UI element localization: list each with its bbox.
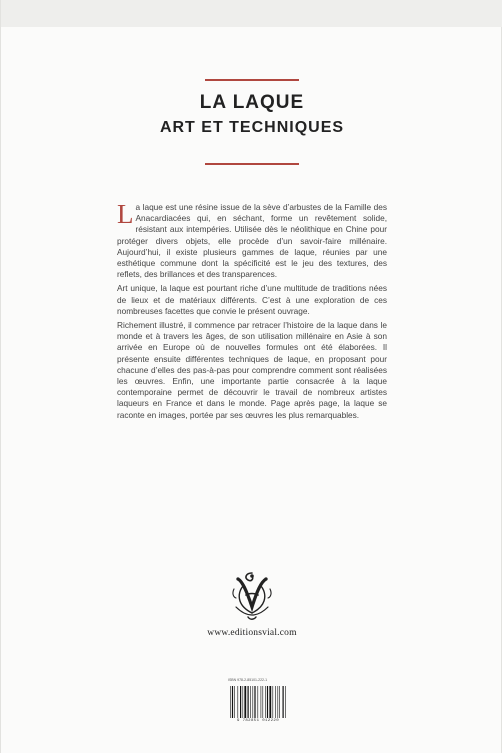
barcode-icon xyxy=(228,686,288,718)
book-title: LA LAQUE xyxy=(199,92,305,113)
blurb-paragraph-1 xyxy=(117,199,387,280)
bottom-accent-rule xyxy=(205,163,299,165)
barcode-bar xyxy=(258,686,259,718)
barcode-bar xyxy=(253,686,254,718)
top-band xyxy=(1,0,502,27)
book-subtitle: ART ET TECHNIQUES xyxy=(159,119,345,136)
barcode-bar xyxy=(250,686,251,718)
barcode-bar xyxy=(267,686,268,718)
barcode-bar xyxy=(254,686,255,718)
barcode-bar xyxy=(275,686,276,718)
barcode-bar xyxy=(261,686,262,718)
barcode-bar xyxy=(269,686,271,718)
barcode-bar xyxy=(240,686,241,718)
barcode-bar xyxy=(230,686,231,718)
barcode-bar xyxy=(273,686,274,718)
barcode-bar xyxy=(248,686,249,718)
paragraph-text: a laque est une résine issue de la sève d’arbustes de la Famille des Anacardiacées qui, en séchant, forme un revêtement solide, résistant aux intempéries. Utilisée dès le néolithique en Chine pour protéger divers objets, elle procède d’un savoir-faire millénaire. Aujourd’hui, il existe plusieurs gammes de laque, réunies par une esthétique commune dont la spécificité est le jeu des textures, des reflets, des brillances et des transparences. xyxy=(117,202,387,280)
barcode-bar xyxy=(234,686,235,718)
publisher-monogram-logo xyxy=(224,567,280,623)
barcode-bar xyxy=(265,686,266,718)
isbn-price-line: ISBN 978-2-85101-222-1 xyxy=(228,678,268,682)
blurb-paragraph-2: Art unique, la laque est pourtant riche d’une multitude de traditions nées de lieux et de matériaux différents. C’est à une exploration de ces nombreuses facettes que convie le présent ouvrage. xyxy=(117,283,387,316)
monogram-icon xyxy=(224,567,280,623)
barcode-bar xyxy=(244,686,246,718)
barcode-bar xyxy=(243,686,244,718)
blurb-text xyxy=(117,199,387,424)
barcode-bar xyxy=(279,686,280,718)
blurb-paragraph-3: Richement illustré, il commence par retracer l’histoire de la laque dans le monde et à travers les âges, de son utilisation millénaire en Asie à son arrivée en Europe où de nouvelles formules ont été élaborées. Il présente ensuite différentes techniques de laque, en proposant pour chacune d’elles des pas-à-pas pour comprendre comment sont réalisées les œuvres. Enfin, une importante partie consacrée à la laque contemporaine permet de découvrir le travail de nombreux artistes laqueurs en France et dans le monde. Page après page, la laque se raconte en images, portée par ses œuvres les plus remarquables. xyxy=(117,320,387,420)
barcode-digits: 9 782851 012220 xyxy=(236,719,279,723)
barcode xyxy=(228,686,288,718)
drop-cap: L xyxy=(117,199,134,229)
barcode-bar xyxy=(285,686,286,718)
barcode-bar xyxy=(263,686,264,718)
barcode-bar xyxy=(232,686,233,718)
top-accent-rule xyxy=(205,79,299,81)
publisher-website: www.editionsvial.com xyxy=(207,628,297,638)
barcode-bar xyxy=(278,686,279,718)
barcode-bar xyxy=(283,686,284,718)
barcode-bar xyxy=(238,686,239,718)
